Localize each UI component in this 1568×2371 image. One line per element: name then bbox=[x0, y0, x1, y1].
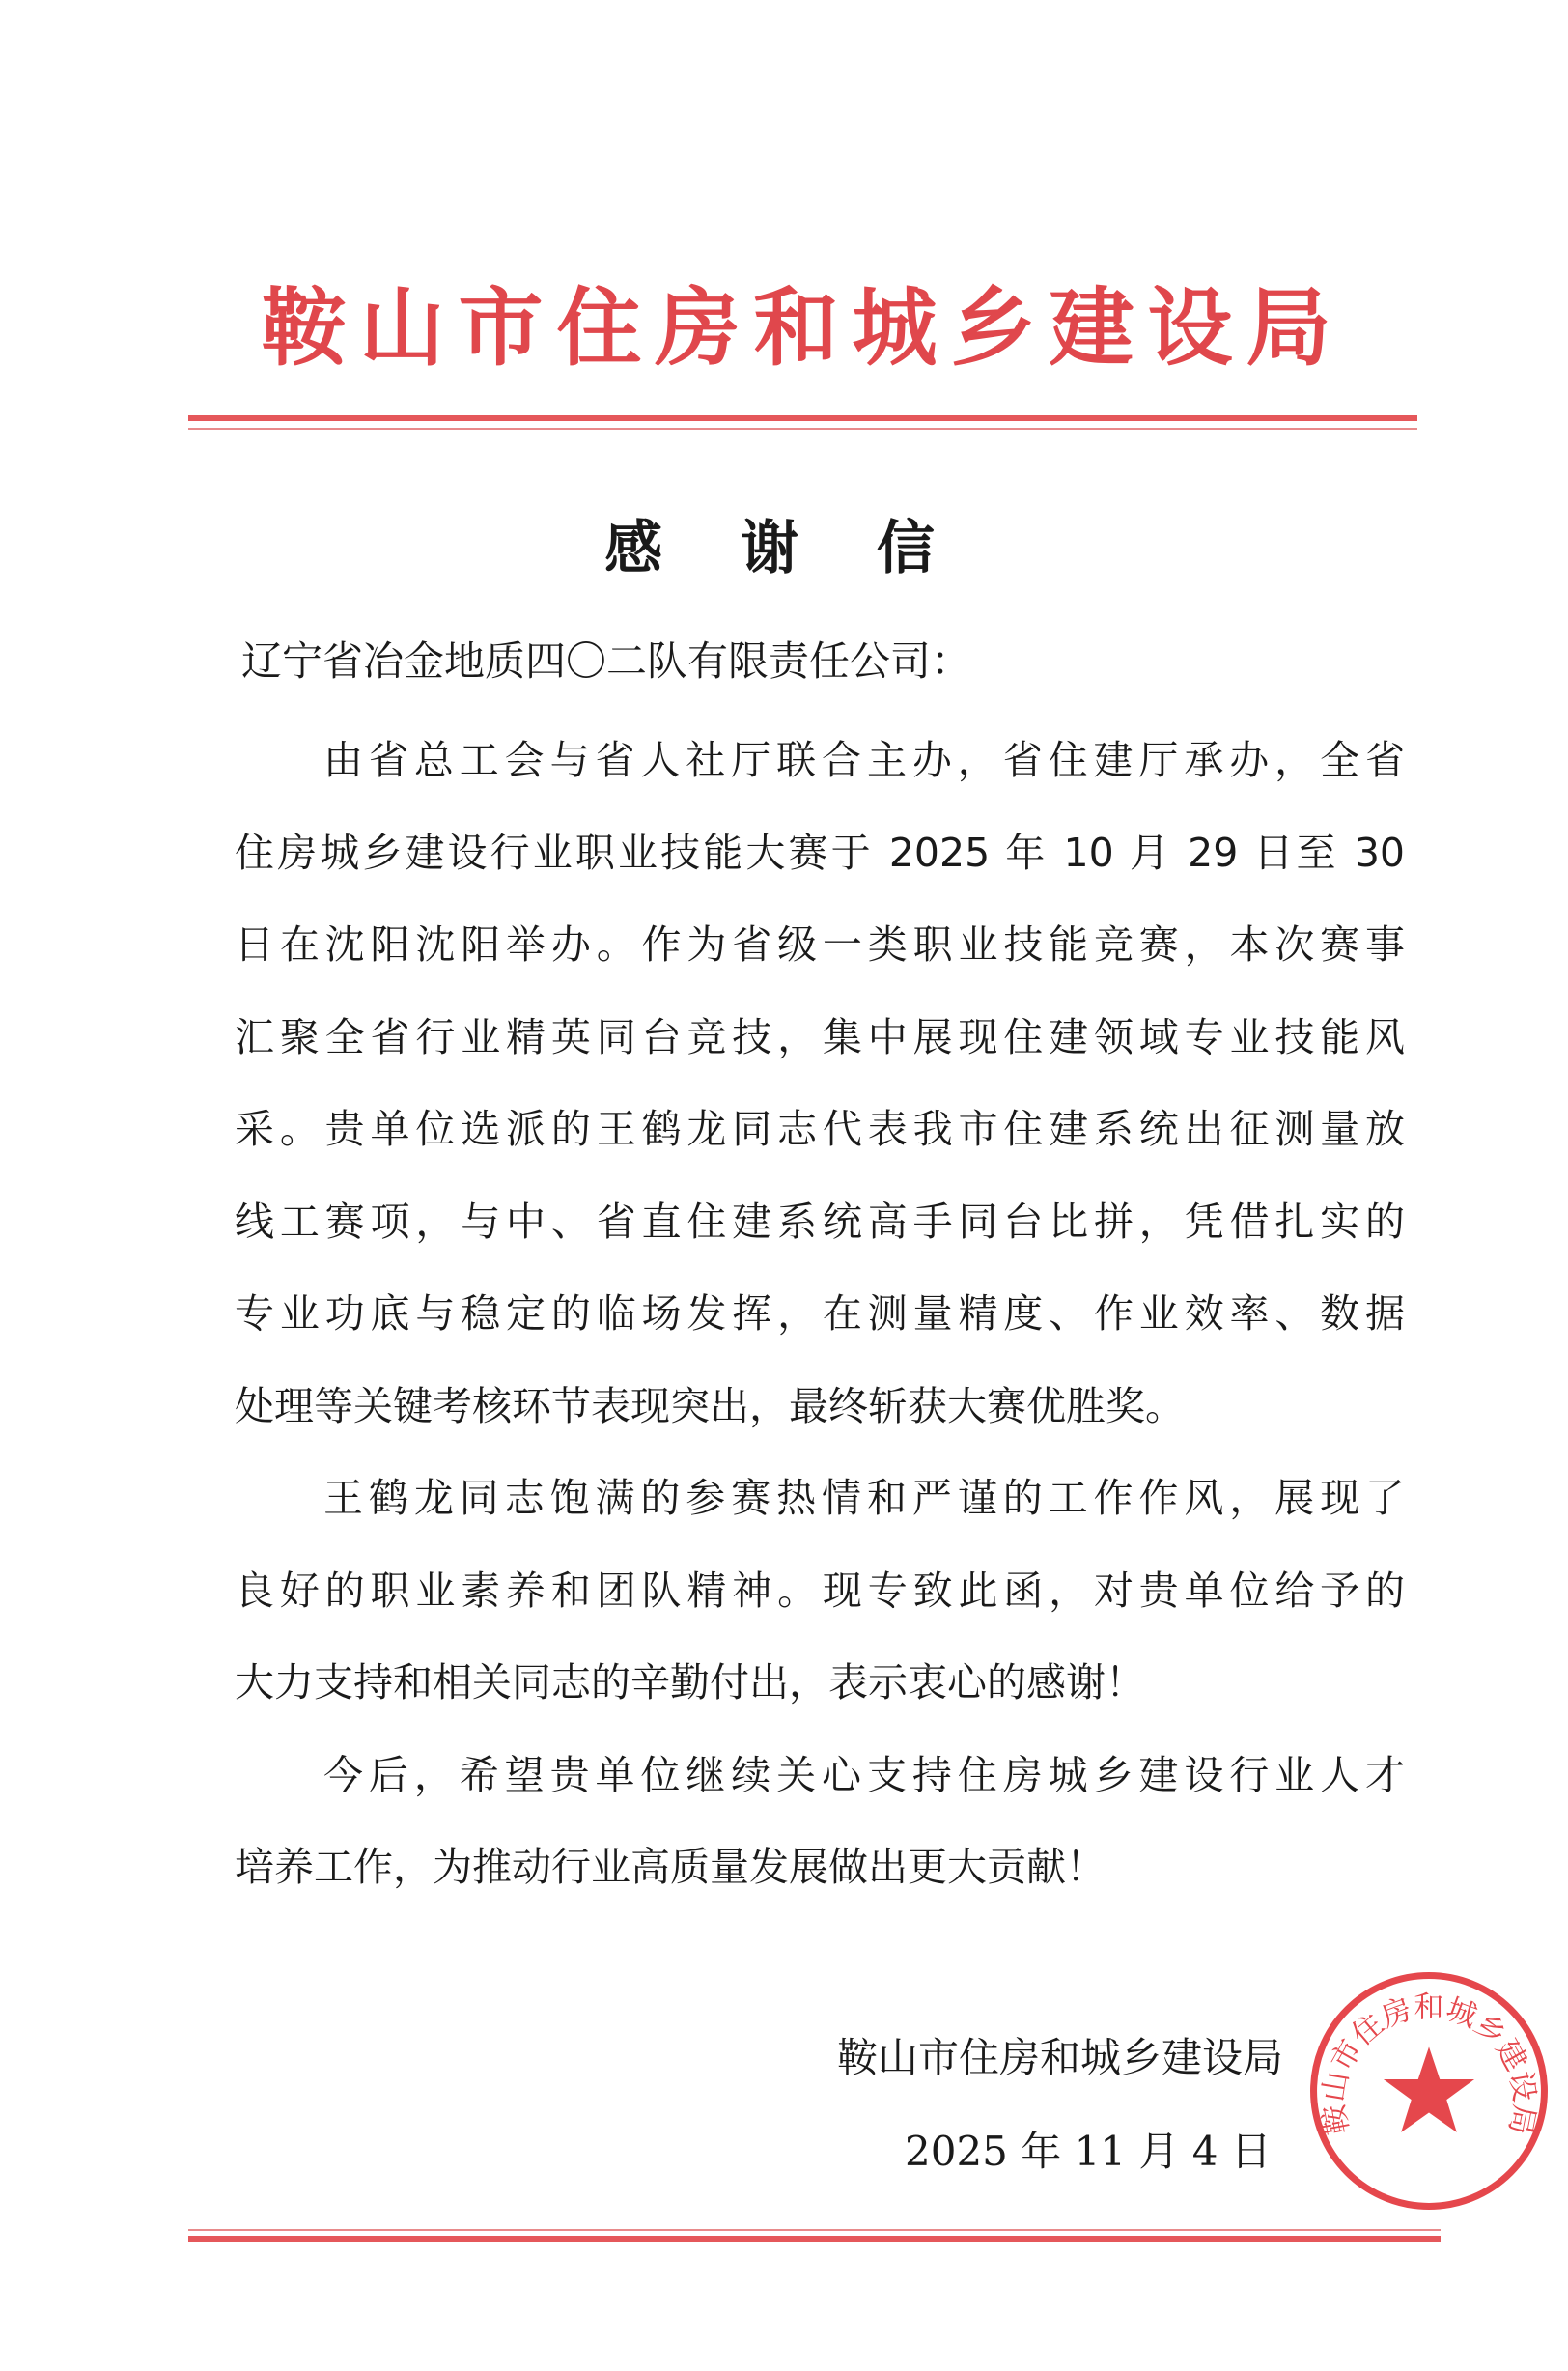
letterhead-divider-thick bbox=[188, 415, 1417, 421]
body-line: 日在沈阳沈阳举办。作为省级一类职业技能竞赛，本次赛事 bbox=[235, 921, 1405, 968]
seal-star-icon bbox=[1384, 2046, 1474, 2132]
letterhead-org-name: 鞍山市住房和城乡建设局 bbox=[261, 277, 1345, 378]
body-line: 培养工作，为推动行业高质量发展做出更大贡献！ bbox=[235, 1844, 1106, 1890]
body-line: 住房城乡建设行业职业技能大赛于 2025 年 10 月 29 日至 30 bbox=[235, 829, 1405, 876]
body-line: 专业功底与稳定的临场发挥，在测量精度、作业效率、数据 bbox=[235, 1290, 1405, 1337]
footer-divider-thick bbox=[188, 2236, 1441, 2242]
body-line: 今后，希望贵单位继续关心支持住房城乡建设行业人才 bbox=[323, 1751, 1405, 1798]
body-line: 良好的职业素养和团队精神。现专致此函，对贵单位给予的 bbox=[235, 1567, 1405, 1614]
body-line: 王鹤龙同志饱满的参赛热情和严谨的工作作风，展现了 bbox=[323, 1475, 1405, 1521]
body-line: 采。贵单位选派的王鹤龙同志代表我市住建系统出征测量放 bbox=[235, 1106, 1405, 1152]
body-line: 线工赛项，与中、省直住建系统高手同台比拼，凭借扎实的 bbox=[235, 1198, 1405, 1245]
paragraph-3 bbox=[235, 1730, 1405, 1914]
signature-org: 鞍山市住房和城乡建设局 bbox=[837, 2034, 1284, 2081]
letterhead-divider-thin bbox=[188, 428, 1417, 430]
body-line: 汇聚全省行业精英同台竞技，集中展现住建领域专业技能风 bbox=[235, 1013, 1405, 1060]
paragraph-1 bbox=[235, 715, 1405, 1453]
document-title: 感 谢 信 bbox=[604, 515, 964, 582]
paragraph-2 bbox=[235, 1453, 1405, 1730]
body-line: 由省总工会与省人社厅联合主办，省住建厅承办，全省 bbox=[323, 737, 1405, 783]
signature-date: 2025 年 11 月 4 日 bbox=[905, 2128, 1272, 2175]
footer-divider-thin bbox=[188, 2229, 1441, 2231]
letter-body bbox=[235, 715, 1405, 1914]
body-line: 大力支持和相关同志的辛勤付出，表示衷心的感谢！ bbox=[235, 1659, 1145, 1706]
official-seal bbox=[1303, 1965, 1554, 2216]
body-line: 处理等关键考核环节表现突出，最终斩获大赛优胜奖。 bbox=[235, 1382, 1185, 1429]
seal-text: 鞍山市住房和城乡建设局 bbox=[1316, 1990, 1542, 2138]
salutation: 辽宁省冶金地质四〇二队有限责任公司： bbox=[241, 637, 972, 685]
